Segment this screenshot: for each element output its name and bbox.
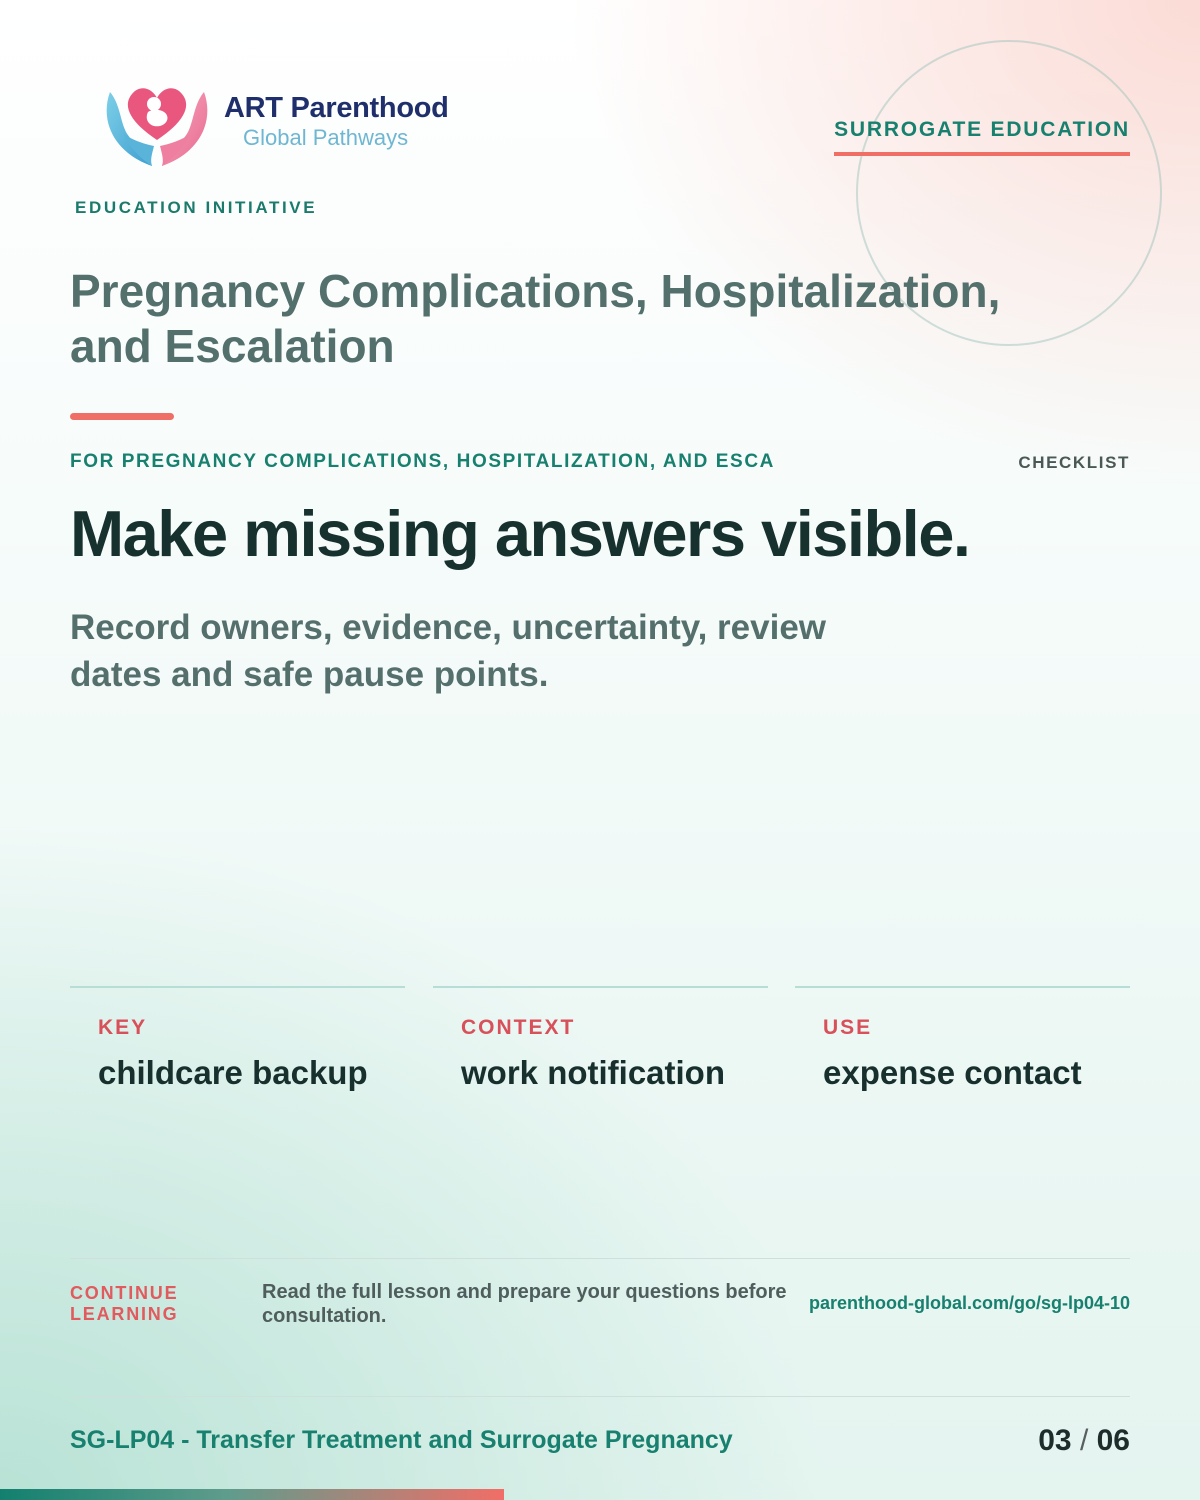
lesson-link[interactable]: parenthood-global.com/go/sg-lp04-10 bbox=[808, 1293, 1130, 1313]
card-value: expense contact bbox=[823, 1054, 1082, 1091]
card-value: work notification bbox=[461, 1054, 725, 1091]
card-label: KEY bbox=[98, 1016, 148, 1039]
brand-tagline: Global Pathways bbox=[243, 125, 409, 150]
section-type-label: CHECKLIST bbox=[1018, 453, 1130, 472]
title-accent-bar bbox=[70, 413, 174, 420]
card-use bbox=[795, 986, 1130, 1148]
progress-bar bbox=[0, 1489, 1200, 1500]
headline: Make missing answers visible. bbox=[70, 497, 970, 570]
card-key bbox=[70, 986, 405, 1148]
page-current: 03 bbox=[1038, 1424, 1072, 1457]
brand-name: ART Parenthood bbox=[224, 92, 449, 124]
card-value: childcare backup bbox=[98, 1054, 368, 1091]
category-label: SURROGATE EDUCATION bbox=[834, 118, 1130, 156]
page-separator: / bbox=[1079, 1424, 1089, 1457]
brand-logo-icon bbox=[100, 74, 214, 170]
continue-learning-text: Read the full lesson and prepare your questions before consultation. bbox=[262, 1281, 787, 1327]
course-title: SG-LP04 - Transfer Treatment and Surrogate Pregnancy bbox=[70, 1426, 733, 1454]
card-label: USE bbox=[823, 1016, 873, 1039]
initiative-label: EDUCATION INITIATIVE bbox=[75, 198, 318, 217]
page-title: Pregnancy Complications, Hospitalization, and Escalation bbox=[70, 265, 1001, 372]
page-indicator bbox=[1038, 1424, 1130, 1458]
section-for-line: FOR PREGNANCY COMPLICATIONS, HOSPITALIZATION, AND ESCA bbox=[70, 451, 775, 472]
page-total: 06 bbox=[1096, 1424, 1130, 1457]
progress-fill bbox=[0, 1489, 504, 1500]
subhead: Record owners, evidence, uncertainty, review dates and safe pause points. bbox=[70, 608, 827, 694]
card-label: CONTEXT bbox=[461, 1016, 576, 1039]
divider bbox=[70, 1396, 1130, 1397]
continue-learning-label: CONTINUE LEARNING bbox=[70, 1283, 179, 1324]
divider bbox=[70, 1258, 1130, 1259]
card-context bbox=[433, 986, 768, 1148]
